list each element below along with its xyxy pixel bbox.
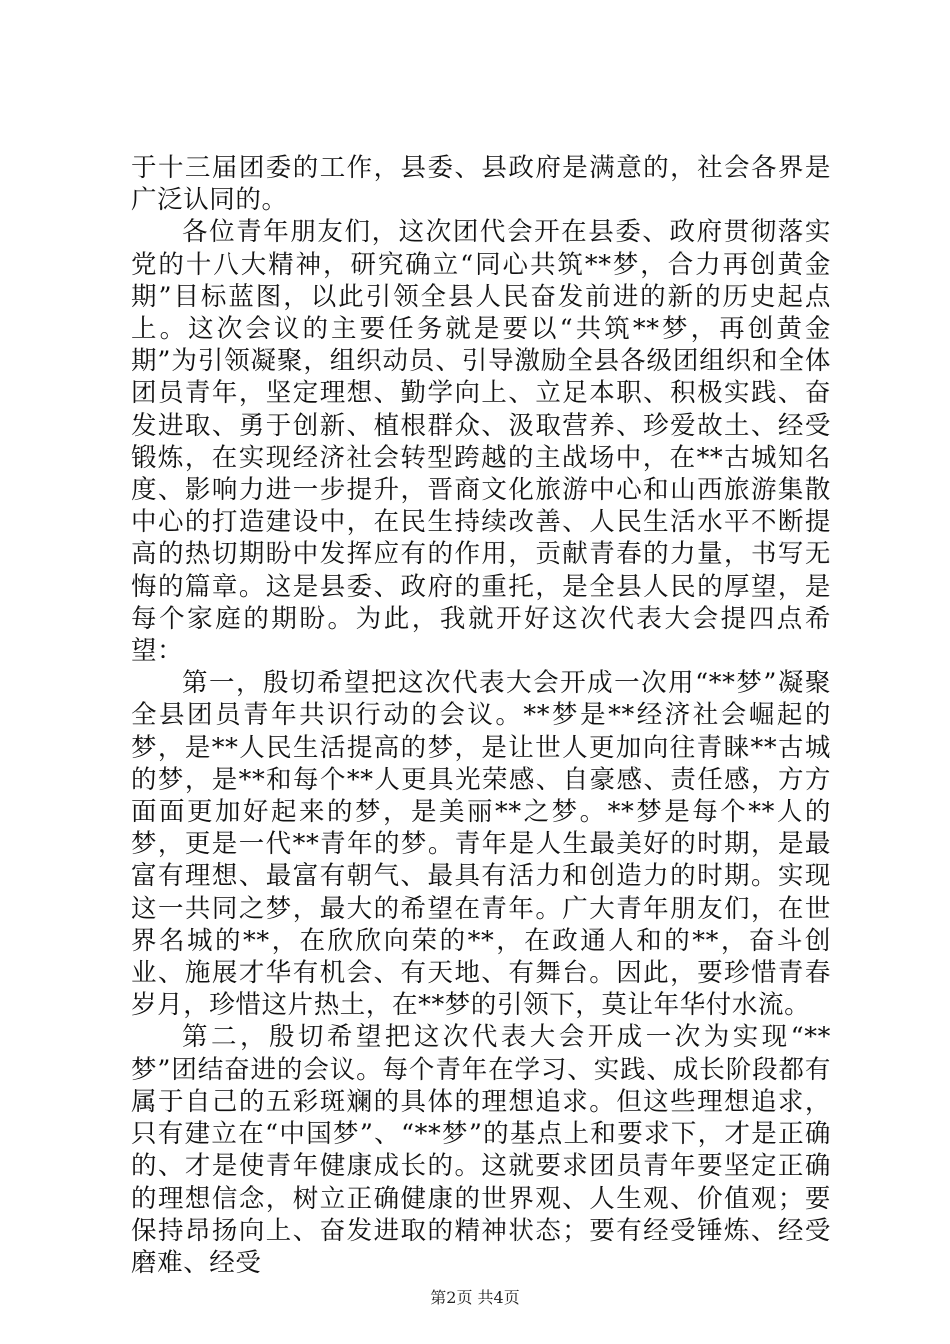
page-footer: 第2页 共4页 — [430, 1288, 520, 1307]
paragraph-hope-two: 第二，殷切希望把这次代表大会开成一次为实现“**梦”团结奋进的会议。每个青年在学习、实践、成长阶段都有属于自己的五彩斑斓的具体的理想追求。但这些理想追求，只有建立在“中国梦”、“**梦”的基点上和要求下，才是正确的、才是使青年健康成长的。这就要求团员青年要坚定正确的理想信念，树立正确健康的世界观、人生观、价值观；要保持昂扬向上、奋发进取的精神状态；要有经受锤炼、经受磨难、经受 — [131, 1022, 831, 1278]
document-body — [131, 152, 831, 1279]
paragraph-greeting: 各位青年朋友们，这次团代会开在县委、政府贯彻落实党的十八大精神，研究确立“同心共筑**梦，合力再创黄金期”目标蓝图，以此引领全县人民奋发前进的新的历史起点上。这次会议的主要任务就是要以“共筑**梦，再创黄金期”为引领凝聚，组织动员、引导激励全县各级团组织和全体团员青年，坚定理想、勤学向上、立足本职、积极实践、奋发进取、勇于创新、植根群众、汲取营养、珍爱故土、经受锻炼，在实现经济社会转型跨越的主战场中，在**古城知名度、影响力进一步提升，晋商文化旅游中心和山西旅游集散中心的打造建设中，在民生持续改善、人民生活水平不断提高的热切期盼中发挥应有的作用，贡献青春的力量，书写无悔的篇章。这是县委、政府的重托，是全县人民的厚望，是每个家庭的期盼。为此，我就开好这次代表大会提四点希望： — [131, 217, 831, 667]
paragraph-hope-one: 第一，殷切希望把这次代表大会开成一次用“**梦”凝聚全县团员青年共识行动的会议。**梦是**经济社会崛起的梦，是**人民生活提高的梦，是让世人更加向往青睐**古城的梦，是**和每个**人更具光荣感、自豪感、责任感，方方面面更加好起来的梦，是美丽**之梦。**梦是每个**人的梦，更是一代**青年的梦。青年是人生最美好的时期，是最富有理想、最富有朝气、最具有活力和创造力的时期。实现这一共同之梦，最大的希望在青年。广大青年朋友们，在世界名城的**，在欣欣向荣的**，在政通人和的**，奋斗创业、施展才华有机会、有天地、有舞台。因此，要珍惜青春岁月，珍惜这片热土，在**梦的引领下，莫让年华付水流。 — [131, 668, 831, 1021]
paragraph-continuation: 于十三届团委的工作，县委、县政府是满意的，社会各界是广泛认同的。 — [131, 153, 831, 216]
